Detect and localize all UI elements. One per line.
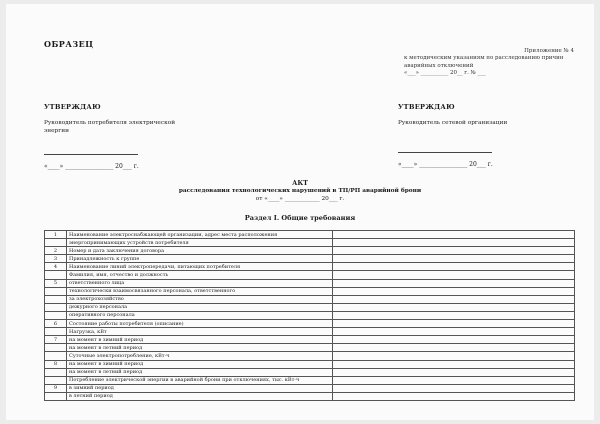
row-number bbox=[45, 328, 67, 336]
row-value-cell[interactable] bbox=[333, 255, 575, 263]
table-row bbox=[45, 247, 575, 255]
table-row bbox=[45, 279, 575, 287]
row-value-cell[interactable] bbox=[333, 360, 575, 368]
row-value-cell[interactable] bbox=[333, 368, 575, 376]
row-number: 6 bbox=[45, 320, 67, 328]
table-row bbox=[45, 368, 575, 376]
appendix-description: к методическим указаниям по расследованию причин аварийных отключений bbox=[404, 55, 564, 69]
sample-label: ОБРАЗЕЦ bbox=[44, 39, 94, 49]
row-label: Наименование линий электропередачи, питающих потребителя bbox=[67, 263, 333, 271]
row-label: Суточные электропотребление, кВт·ч bbox=[67, 352, 333, 360]
table-row bbox=[45, 352, 575, 360]
table-row bbox=[45, 255, 575, 263]
appendix-number: Приложение № 4 bbox=[524, 48, 574, 54]
row-number bbox=[45, 311, 67, 319]
table-row bbox=[45, 320, 575, 328]
row-label: Фамилия, имя, отчество и должность bbox=[67, 271, 333, 279]
row-label: Номер и дата заключения договора bbox=[67, 247, 333, 255]
row-value-cell[interactable] bbox=[333, 336, 575, 344]
act-subtitle: расследования технологических нарушений в ТП/РП аварийной брони bbox=[178, 188, 422, 194]
table-row bbox=[45, 392, 575, 400]
row-label: на момент в летний период bbox=[67, 368, 333, 376]
row-number bbox=[45, 303, 67, 311]
row-value-cell[interactable] bbox=[333, 279, 575, 287]
signature-line-right bbox=[398, 152, 492, 153]
row-value-cell[interactable] bbox=[333, 320, 575, 328]
table-row bbox=[45, 328, 575, 336]
section-title: Раздел I. Общие требования bbox=[244, 214, 356, 222]
row-number: 2 bbox=[45, 247, 67, 255]
approve-date-right: «____» ________________ 20___ г. bbox=[398, 161, 493, 168]
row-label: за электрохозяйство bbox=[67, 295, 333, 303]
row-number bbox=[45, 352, 67, 360]
row-number: 8 bbox=[45, 360, 67, 368]
row-value-cell[interactable] bbox=[333, 231, 575, 239]
row-number bbox=[45, 295, 67, 303]
row-value-cell[interactable] bbox=[333, 263, 575, 271]
row-label: дежурного персонала bbox=[67, 303, 333, 311]
row-label: Потребление электрической энергии в аварийной брони при отключениях, тыс. кВт·ч bbox=[67, 376, 333, 384]
row-label: оперативного персонала bbox=[67, 311, 333, 319]
appendix-date: «___» __________ 20__ г. № ___ bbox=[404, 70, 486, 77]
appendix-note bbox=[404, 48, 574, 78]
row-number bbox=[45, 271, 67, 279]
row-value-cell[interactable] bbox=[333, 247, 575, 255]
row-number: 1 bbox=[45, 231, 67, 239]
signature-line-left bbox=[44, 154, 138, 155]
act-date: от «____» ____________ 20___ г. bbox=[255, 196, 345, 202]
row-label: на момент в зимний период bbox=[67, 360, 333, 368]
row-number bbox=[45, 239, 67, 247]
row-value-cell[interactable] bbox=[333, 376, 575, 384]
row-number: 3 bbox=[45, 255, 67, 263]
row-label: Наименование электроснабжающей организации, адрес места расположения bbox=[67, 231, 333, 239]
row-value-cell[interactable] bbox=[333, 352, 575, 360]
row-value-cell[interactable] bbox=[333, 287, 575, 295]
row-number bbox=[45, 368, 67, 376]
row-label: в зимний период bbox=[67, 384, 333, 392]
table-row bbox=[45, 344, 575, 352]
row-value-cell[interactable] bbox=[333, 311, 575, 319]
approve-position-right: Руководитель сетевой организации bbox=[398, 120, 508, 126]
approve-heading-right: УТВЕРЖДАЮ bbox=[398, 103, 455, 111]
document-page bbox=[6, 4, 594, 420]
table-row bbox=[45, 271, 575, 279]
row-value-cell[interactable] bbox=[333, 239, 575, 247]
table-row bbox=[45, 295, 575, 303]
row-value-cell[interactable] bbox=[333, 295, 575, 303]
table-row bbox=[45, 311, 575, 319]
row-number: 4 bbox=[45, 263, 67, 271]
row-label: в летний период bbox=[67, 392, 333, 400]
row-number bbox=[45, 376, 67, 384]
act-title: АКТ bbox=[292, 179, 308, 187]
row-label: на момент в зимний период bbox=[67, 336, 333, 344]
row-label: Состояние работы потребителя (описание) bbox=[67, 320, 333, 328]
row-number bbox=[45, 344, 67, 352]
table-row bbox=[45, 239, 575, 247]
row-number: 9 bbox=[45, 384, 67, 392]
row-value-cell[interactable] bbox=[333, 271, 575, 279]
table-row bbox=[45, 384, 575, 392]
row-label: технологически взаимосвязанного персонала, ответственного bbox=[67, 287, 333, 295]
row-value-cell[interactable] bbox=[333, 384, 575, 392]
row-label: на момент в летний период bbox=[67, 344, 333, 352]
table-row bbox=[45, 287, 575, 295]
table-row bbox=[45, 303, 575, 311]
row-number bbox=[45, 392, 67, 400]
table-row bbox=[45, 231, 575, 239]
requirements-table bbox=[44, 230, 575, 401]
row-value-cell[interactable] bbox=[333, 328, 575, 336]
approve-heading-left: УТВЕРЖДАЮ bbox=[44, 103, 101, 111]
row-label: ответственного лица bbox=[67, 279, 333, 287]
table-row bbox=[45, 263, 575, 271]
row-value-cell[interactable] bbox=[333, 303, 575, 311]
row-value-cell[interactable] bbox=[333, 344, 575, 352]
row-label: Нагрузка, кВт bbox=[67, 328, 333, 336]
row-value-cell[interactable] bbox=[333, 392, 575, 400]
row-number: 7 bbox=[45, 336, 67, 344]
row-number bbox=[45, 287, 67, 295]
approve-date-left: «____» ________________ 20___ г. bbox=[44, 163, 139, 170]
row-number: 5 bbox=[45, 279, 67, 287]
table-row bbox=[45, 376, 575, 384]
table-row bbox=[45, 336, 575, 344]
table-row bbox=[45, 360, 575, 368]
row-label: энергопринимающих устройств потребителя bbox=[67, 239, 333, 247]
row-label: Принадлежность к группе bbox=[67, 255, 333, 263]
approve-position-left: Руководитель потребителя электрической энергии bbox=[44, 120, 176, 134]
